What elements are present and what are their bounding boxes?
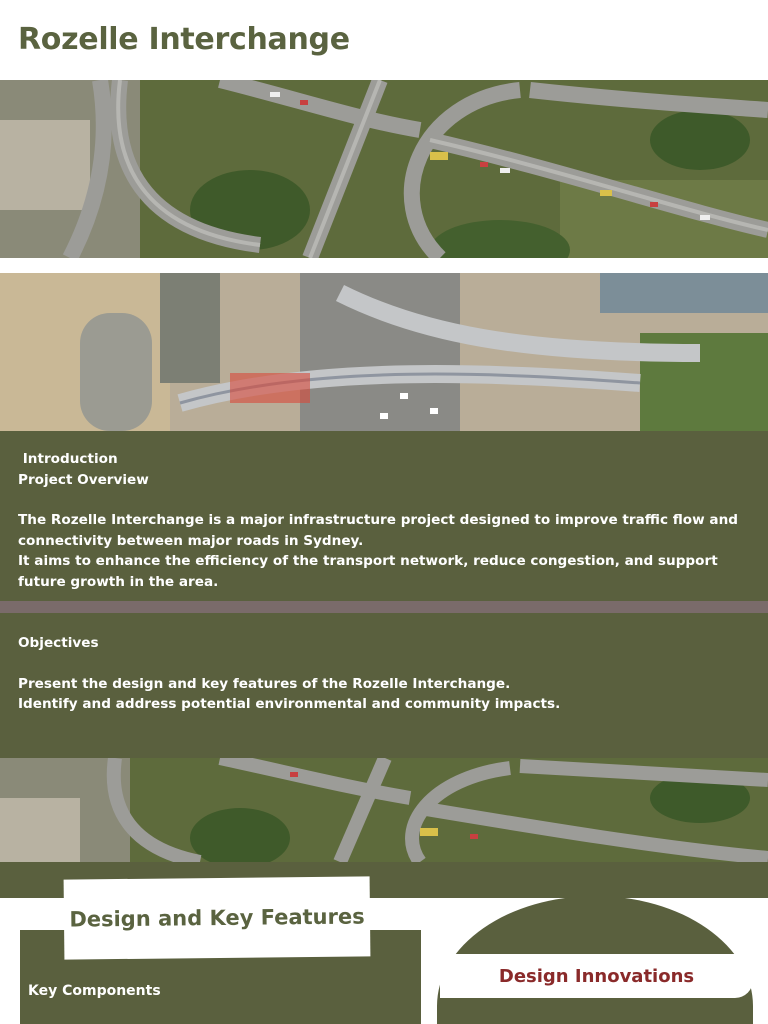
objectives-heading: Objectives (18, 635, 99, 651)
design-innovations-label (440, 954, 753, 998)
project-overview-heading: Project Overview (18, 471, 149, 488)
introduction-section (0, 431, 768, 601)
design-features-heading: Design and Key Features (69, 904, 365, 932)
overview-paragraph-1: The Rozelle Interchange is a major infrastructure project designed to improve traffic flow and connectivity between major roads in Sydney. (18, 512, 739, 549)
design-innovations-heading: Design Innovations (498, 965, 695, 987)
aerial-interchange-photo-bottom (0, 758, 768, 862)
design-features-label (64, 876, 371, 959)
objective-item-1: Present the design and key features of the Rozelle Interchange. (18, 675, 511, 692)
aerial-interchange-photo-top (0, 80, 768, 258)
section-divider (0, 601, 768, 613)
objectives-section (0, 613, 768, 758)
key-components-heading: Key Components (28, 983, 161, 999)
page-title: Rozelle Interchange (18, 22, 350, 57)
objective-item-2: Identify and address potential environmental and community impacts. (18, 696, 561, 712)
aerial-construction-photo (0, 273, 768, 431)
introduction-heading: Introduction (22, 451, 118, 467)
overview-paragraph-2: It aims to enhance the efficiency of the transport network, reduce congestion, and support future growth in the area. (18, 553, 718, 590)
